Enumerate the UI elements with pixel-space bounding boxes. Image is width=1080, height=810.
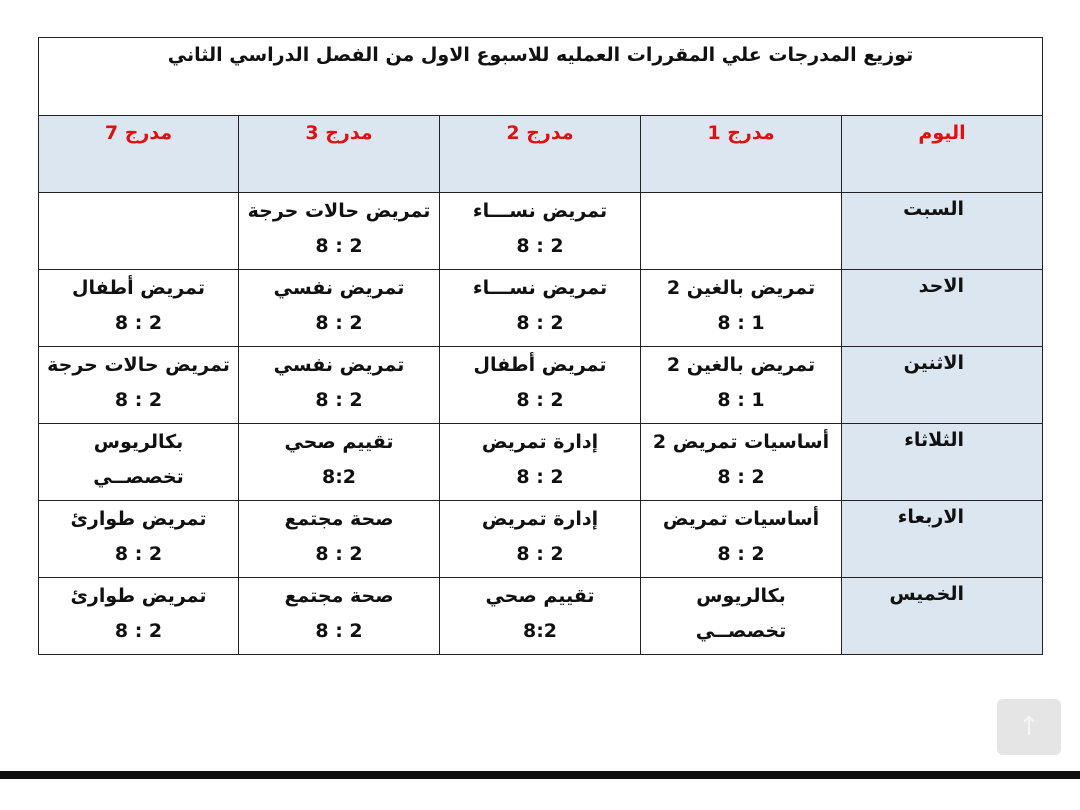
course-name: تمريض نفسي <box>273 354 405 376</box>
schedule-cell <box>641 578 842 655</box>
day-cell: الاثنين <box>842 347 1043 424</box>
course-time: 2 : 8 <box>516 466 564 488</box>
course-time: تخصصــي <box>695 620 787 642</box>
schedule-cell <box>39 193 239 270</box>
header-hall-1: مدرج 1 <box>641 116 842 193</box>
schedule-cell <box>39 270 239 347</box>
schedule-cell <box>440 501 641 578</box>
course-time: 2 : 8 <box>114 543 163 565</box>
schedule-cell <box>641 424 842 501</box>
header-row <box>39 116 1043 193</box>
bottom-bar <box>0 771 1080 779</box>
table-row <box>39 270 1043 347</box>
schedule-table <box>38 37 1043 655</box>
schedule-cell <box>39 424 239 501</box>
course-name: تمريض نســـاء <box>472 200 608 222</box>
course-time: 8:2 <box>522 620 558 642</box>
table-row <box>39 193 1043 270</box>
course-name: تمريض نفسي <box>273 277 405 299</box>
course-name: بكالريوس <box>93 431 184 453</box>
schedule-cell <box>39 501 239 578</box>
table-row <box>39 424 1043 501</box>
day-cell: الخميس <box>842 578 1043 655</box>
course-time: 2 : 8 <box>717 466 765 488</box>
day-cell: السبت <box>842 193 1043 270</box>
course-time: 2 : 8 <box>315 235 363 257</box>
course-time: تخصصــي <box>93 466 184 488</box>
course-name: بكالريوس <box>696 585 786 607</box>
header-hall-7: مدرج 7 <box>39 116 239 193</box>
schedule-cell <box>440 270 641 347</box>
header-day: اليوم <box>842 116 1043 193</box>
course-time: 2 : 8 <box>717 543 765 565</box>
day-cell: الاحد <box>842 270 1043 347</box>
table-row <box>39 347 1043 424</box>
day-cell: الثلاثاء <box>842 424 1043 501</box>
schedule-cell <box>39 347 239 424</box>
course-time: 2 : 8 <box>315 543 363 565</box>
schedule-cell <box>641 347 842 424</box>
course-time: 2 : 8 <box>516 389 564 411</box>
schedule-cell <box>239 578 440 655</box>
course-name: تمريض طوارئ <box>70 585 207 607</box>
course-name: صحة مجتمع <box>284 508 394 530</box>
header-hall-3: مدرج 3 <box>239 116 440 193</box>
course-name: تمريض أطفال <box>71 277 206 299</box>
schedule-cell <box>239 501 440 578</box>
schedule-cell <box>440 193 641 270</box>
course-time: 2 : 8 <box>516 235 564 257</box>
course-name: أساسيات تمريض 2 <box>652 431 830 453</box>
course-name: تمريض بالغين 2 <box>666 277 816 299</box>
table-row <box>39 501 1043 578</box>
course-name: صحة مجتمع <box>284 585 394 607</box>
day-cell: الاربعاء <box>842 501 1043 578</box>
course-name: تمريض أطفال <box>473 354 607 376</box>
schedule-cell <box>39 578 239 655</box>
schedule-cell <box>641 270 842 347</box>
scroll-top-icon: ↑ <box>1018 712 1040 742</box>
course-name: إدارة تمريض <box>481 431 599 453</box>
course-time: 2 : 8 <box>516 543 564 565</box>
course-name: تمريض حالات حرجة <box>247 200 431 222</box>
schedule-cell <box>239 347 440 424</box>
course-time: 2 : 8 <box>516 312 564 334</box>
schedule-cell <box>641 193 842 270</box>
schedule-cell <box>239 193 440 270</box>
course-time: 2 : 8 <box>315 312 363 334</box>
scroll-top-button[interactable] <box>997 699 1061 755</box>
course-time: 1 : 8 <box>717 389 765 411</box>
course-name: تمريض طوارئ <box>70 508 207 530</box>
course-time: 8:2 <box>321 466 357 488</box>
course-time: 2 : 8 <box>114 389 163 411</box>
course-time: 1 : 8 <box>717 312 765 334</box>
course-name: إدارة تمريض <box>481 508 599 530</box>
schedule-cell <box>239 270 440 347</box>
schedule-cell <box>239 424 440 501</box>
title-row <box>39 38 1043 116</box>
course-name: تقييم صحي <box>485 585 595 607</box>
course-name: تقييم صحي <box>284 431 394 453</box>
course-name: تمريض بالغين 2 <box>666 354 816 376</box>
table-title: توزيع المدرجات علي المقررات العمليه للاسبوع الاول من الفصل الدراسي الثاني <box>39 38 1043 116</box>
schedule-cell <box>440 578 641 655</box>
course-name: تمريض حالات حرجة <box>47 354 230 376</box>
schedule-cell <box>440 424 641 501</box>
schedule-cell <box>440 347 641 424</box>
course-name: أساسيات تمريض <box>662 508 820 530</box>
course-name: تمريض نســـاء <box>472 277 608 299</box>
course-time: 2 : 8 <box>315 389 363 411</box>
course-time: 2 : 8 <box>114 312 163 334</box>
table-row <box>39 578 1043 655</box>
schedule-cell <box>641 501 842 578</box>
course-time: 2 : 8 <box>315 620 363 642</box>
course-time: 2 : 8 <box>114 620 163 642</box>
header-hall-2: مدرج 2 <box>440 116 641 193</box>
